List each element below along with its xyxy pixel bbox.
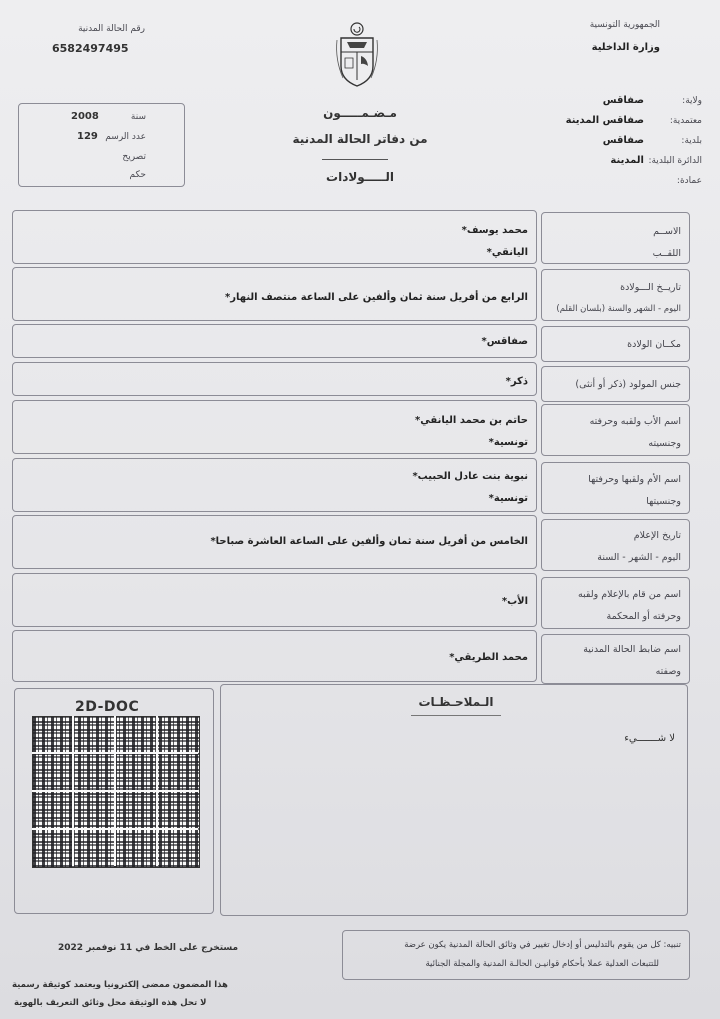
baladia-value: صفاقس: [602, 135, 644, 146]
electronic-signature-note: هذا المضمون ممضى إلكترونيا ويعتمد كوثيقة رسمية: [12, 980, 228, 990]
baladia-label: بلدية:: [681, 136, 702, 146]
notes-box: [220, 684, 688, 916]
extracted-date: مستخرج على الخط في 11 نوفمبر 2022: [58, 943, 239, 953]
notes-text: لا شـــــــيء: [624, 733, 675, 744]
value-officer: محمد الطريقي*: [12, 630, 537, 682]
notes-title: الـملاحـظـات: [418, 695, 494, 709]
title-line2: من دفاتر الحالة المدنية: [292, 132, 428, 146]
registry-box: [18, 103, 185, 187]
identity-note: لا تحل هذه الوثيقة محل وثائق التعريف بالهوية: [14, 998, 207, 1008]
year-label: سنة: [130, 112, 146, 122]
notes-title-underline: [411, 715, 501, 716]
warning-line2: للتتبعات العدلية عملا بأحكام قوانيـن الحالـة المدنية والمجلة الجنائية: [425, 959, 659, 969]
label-birth-place: مكــان الولادة: [541, 326, 690, 362]
value-sex: ذكر*: [12, 362, 537, 396]
daira-value: المدينة: [610, 155, 644, 166]
label-officer: اسم ضابط الحالة المدنية وصفته: [541, 634, 690, 684]
tunisia-coat-of-arms-icon: [333, 20, 381, 88]
title-line1: مـضـمـــــون: [323, 106, 397, 120]
warning-line1: تنبيه: كل من يقوم بالتدليس أو إدخال تغيير في وثائق الحالة المدنية يكون عرضة: [404, 940, 681, 950]
imada-label: عمادة:: [676, 176, 702, 186]
ministry-text: وزارة الداخلية: [591, 42, 660, 53]
warning-box: [342, 930, 690, 980]
daira-label: الدائرة البلدية:: [648, 156, 702, 166]
label-mother: اسم الأم ولقبها وحرفتها وجنسيتها: [541, 462, 690, 514]
value-name: محمد يوسف* اليانقي*: [12, 210, 537, 264]
label-sex: جنس المولود (ذكر أو أنثى): [541, 366, 690, 402]
qr-grid-overlay: [32, 716, 198, 866]
number-label: عدد الرسم: [105, 132, 146, 142]
title-line3: الـــــولادات: [326, 170, 394, 184]
label-father: اسم الأب ولقبه وحرفته وجنسيته: [541, 404, 690, 456]
wilaya-value: صفاقس: [602, 95, 644, 106]
value-declaration-date: الخامس من أفريل سنة ثمان وألفين على الساعة العاشرة صباحا*: [12, 515, 537, 569]
value-birth-date: الرابع من أفريل سنة ثمان وألفين على الساعة منتصف النهار*: [12, 267, 537, 321]
judgment-text: حكم: [129, 170, 146, 180]
wilaya-label: ولاية:: [682, 96, 702, 106]
value-father: حاتم بن محمد اليانقي* تونسية*: [12, 400, 537, 454]
number-value: 129: [77, 131, 98, 142]
civil-number: 6582497495: [52, 42, 129, 55]
value-mother: نبوية بنت عادل الحبيب* تونسية*: [12, 458, 537, 512]
mootamadia-label: معتمدية:: [669, 116, 702, 126]
mootamadia-value: صفاقس المدينة: [565, 115, 644, 126]
label-declaration-date: تاريخ الإعلام اليوم - الشهر - السنة: [541, 519, 690, 571]
value-declarant: الأب*: [12, 573, 537, 627]
declaration-text: تصريح: [122, 152, 146, 162]
year-value: 2008: [71, 111, 99, 122]
republic-text: الجمهورية التونسية: [589, 20, 660, 30]
label-birth-date: تاريــخ الـــولادة اليوم - الشهر والسنة (بلسان القلم): [541, 269, 690, 321]
qr-label: 2D-DOC: [75, 699, 140, 715]
civil-number-label: رقم الحالة المدنية: [78, 24, 145, 34]
label-declarant: اسم من قام بالإعلام ولقبه وحرفته أو المحكمة: [541, 577, 690, 629]
label-name: الاســم اللقــب: [541, 212, 690, 264]
title-underline: [322, 159, 388, 160]
value-birth-place: صفاقس*: [12, 324, 537, 358]
